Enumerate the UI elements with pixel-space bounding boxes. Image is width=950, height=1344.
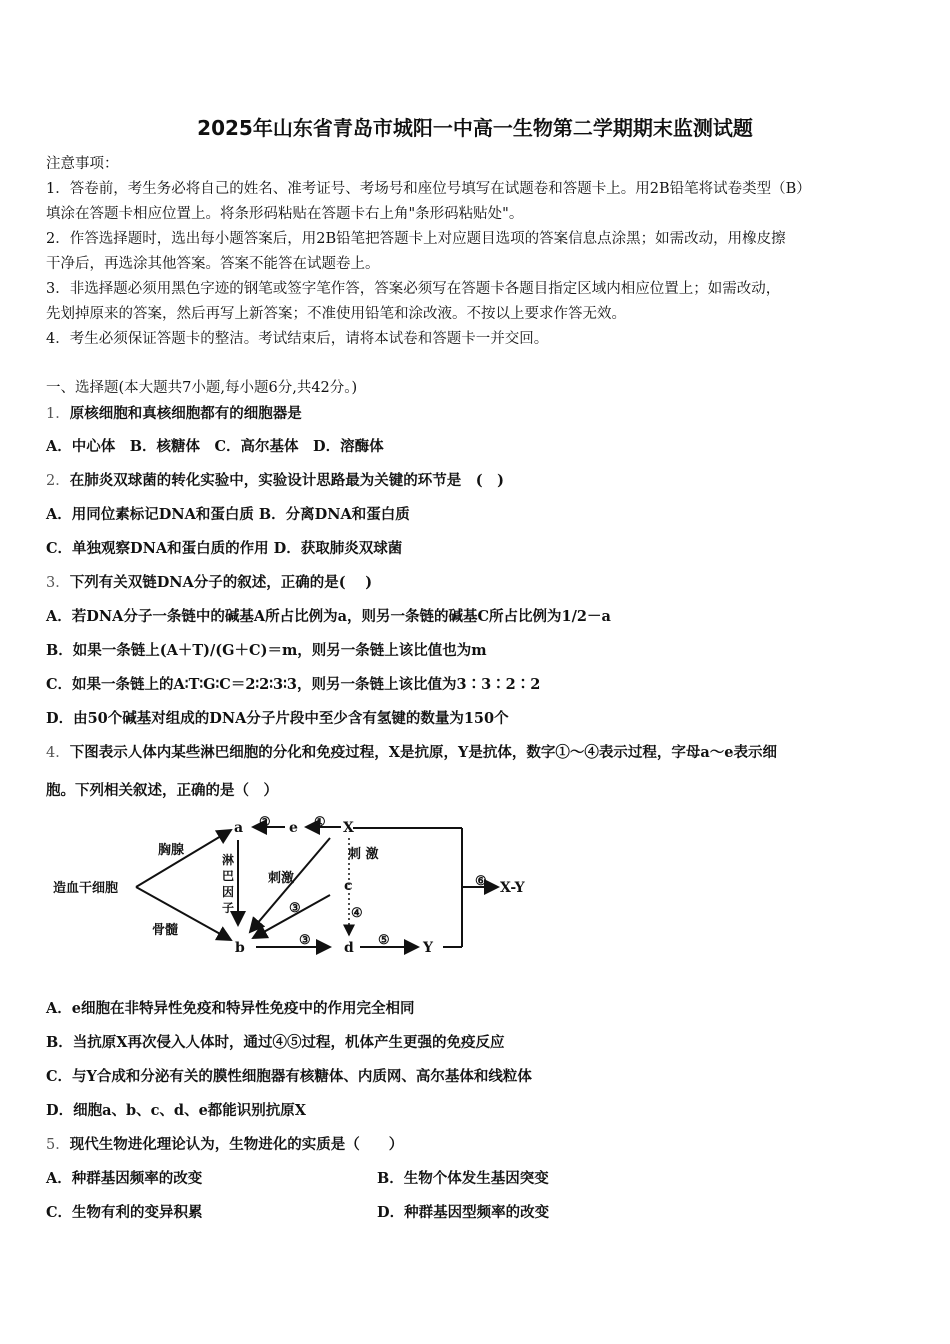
antigen-x: X bbox=[343, 820, 354, 836]
label-lymphokine: 子 bbox=[222, 901, 235, 915]
process-2: ② bbox=[259, 815, 271, 830]
process-5: ⑤ bbox=[378, 933, 390, 948]
question-4-stem: 4．下图表示人体内某些淋巴细胞的分化和免疫过程，X是抗原，Y是抗体，数字①～④表示过程，字母a～e表示细 bbox=[46, 744, 777, 761]
cell-a: a bbox=[234, 820, 244, 836]
section-heading: 一、选择题(本大题共7小题,每小题6分,共42分。) bbox=[46, 380, 358, 396]
process-1: ① bbox=[314, 815, 326, 830]
cell-e: e bbox=[289, 820, 298, 836]
question-5-stem: 5．现代生物进化理论认为，生物进化的实质是（ ） bbox=[46, 1136, 404, 1153]
notice-line: 3．非选择题必须用黑色字迹的钢笔或签字笔作答，答案必须写在答题卡各题目指定区域内相应位置上；如需改动， bbox=[46, 281, 781, 297]
notice-line: 2．作答选择题时，选出每小题答案后，用2B铅笔把答题卡上对应题目选项的答案信息点涂黑；如需改动，用橡皮擦 bbox=[46, 231, 786, 247]
cell-c: c bbox=[344, 878, 353, 894]
notice-line: 4．考生必须保证答题卡的整洁。考试结束后，请将本试卷和答题卡一并交回。 bbox=[46, 331, 549, 347]
question-2-option-cd[interactable]: C．单独观察DNA和蛋白质的作用 D．获取肺炎双球菌 bbox=[46, 540, 403, 557]
notice-line: 填涂在答题卡相应位置上。将条形码粘贴在答题卡右上角"条形码粘贴处"。 bbox=[46, 206, 524, 222]
question-3-option-b[interactable]: B．如果一条链上(A＋T)/(G＋C)＝m，则另一条链上该比值也为m bbox=[46, 642, 487, 659]
notice-line: 干净后，再选涂其他答案。答案不能答在试题卷上。 bbox=[46, 256, 380, 272]
label-lymphokine: 淋 bbox=[222, 853, 235, 867]
process-6: ⑥ bbox=[475, 874, 487, 889]
question-2-stem: 2．在肺炎双球菌的转化实验中，实验设计思路最为关键的环节是 ( ) bbox=[46, 472, 504, 489]
label-thymus: 胸腺 bbox=[158, 843, 185, 858]
cell-d: d bbox=[344, 940, 354, 956]
label-stem-cell: 造血干细胞 bbox=[53, 881, 119, 896]
immune-diagram bbox=[48, 810, 548, 970]
page-title: 2025年山东省青岛市城阳一中高一生物第二学期期末监测试题 bbox=[197, 116, 753, 140]
cell-b: b bbox=[235, 940, 245, 956]
question-5-option-a[interactable]: A．种群基因频率的改变 bbox=[46, 1170, 203, 1187]
question-3-option-a[interactable]: A．若DNA分子一条链中的碱基A所占比例为a，则另一条链的碱基C所占比例为1/2－a bbox=[46, 608, 611, 625]
notice-line: 1．答卷前，考生务必将自己的姓名、准考证号、考场号和座位号填写在试题卷和答题卡上。用2B铅笔将试卷类型（B） bbox=[46, 181, 811, 197]
question-5-option-c[interactable]: C．生物有利的变异积累 bbox=[46, 1204, 203, 1221]
question-4-option-d[interactable]: D．细胞a、b、c、d、e都能识别抗原X bbox=[46, 1102, 307, 1119]
label-stimulate-1: 刺激 bbox=[268, 871, 295, 886]
question-5-option-b[interactable]: B．生物个体发生基因突变 bbox=[377, 1170, 549, 1187]
question-3-stem: 3．下列有关双链DNA分子的叙述，正确的是( ) bbox=[46, 574, 373, 591]
question-4-option-a[interactable]: A．e细胞在非特异性免疫和特异性免疫中的作用完全相同 bbox=[46, 1000, 415, 1017]
notice-line: 先划掉原来的答案，然后再写上新答案；不准使用铅笔和涂改液。不按以上要求作答无效。 bbox=[46, 306, 626, 322]
question-1-options[interactable]: A．中心体 B．核糖体 C．高尔基体 D．溶酶体 bbox=[46, 438, 384, 455]
notice-heading: 注意事项： bbox=[46, 156, 119, 172]
question-4-stem-cont: 胞。下列相关叙述，正确的是（ ） bbox=[46, 782, 278, 799]
question-3-option-c[interactable]: C．如果一条链上的A∶T∶G∶C＝2∶2∶3∶3，则另一条链上该比值为3∶3∶2∶2 bbox=[46, 676, 541, 693]
question-4-option-c[interactable]: C．与Y合成和分泌有关的膜性细胞器有核糖体、内质网、高尔基体和线粒体 bbox=[46, 1068, 532, 1085]
label-stimulate-2: 刺 激 bbox=[348, 847, 379, 862]
question-1-stem: 1．原核细胞和真核细胞都有的细胞器是 bbox=[46, 405, 302, 422]
label-lymphokine: 巴 bbox=[222, 869, 235, 883]
question-4-option-b[interactable]: B．当抗原X再次侵入人体时，通过④⑤过程，机体产生更强的免疫反应 bbox=[46, 1034, 505, 1051]
label-marrow: 骨髓 bbox=[152, 923, 179, 938]
process-3: ③ bbox=[299, 933, 311, 948]
question-2-option-ab[interactable]: A．用同位素标记DNA和蛋白质 B．分离DNA和蛋白质 bbox=[46, 506, 410, 523]
process-4: ④ bbox=[351, 906, 363, 921]
antibody-y: Y bbox=[423, 940, 433, 956]
label-lymphokine: 因 bbox=[222, 885, 235, 899]
process-3: ③ bbox=[289, 901, 301, 916]
label-xy: X-Y bbox=[500, 880, 525, 896]
question-3-option-d[interactable]: D．由50个碱基对组成的DNA分子片段中至少含有氢键的数量为150个 bbox=[46, 710, 509, 727]
question-5-option-d[interactable]: D．种群基因型频率的改变 bbox=[377, 1204, 550, 1221]
